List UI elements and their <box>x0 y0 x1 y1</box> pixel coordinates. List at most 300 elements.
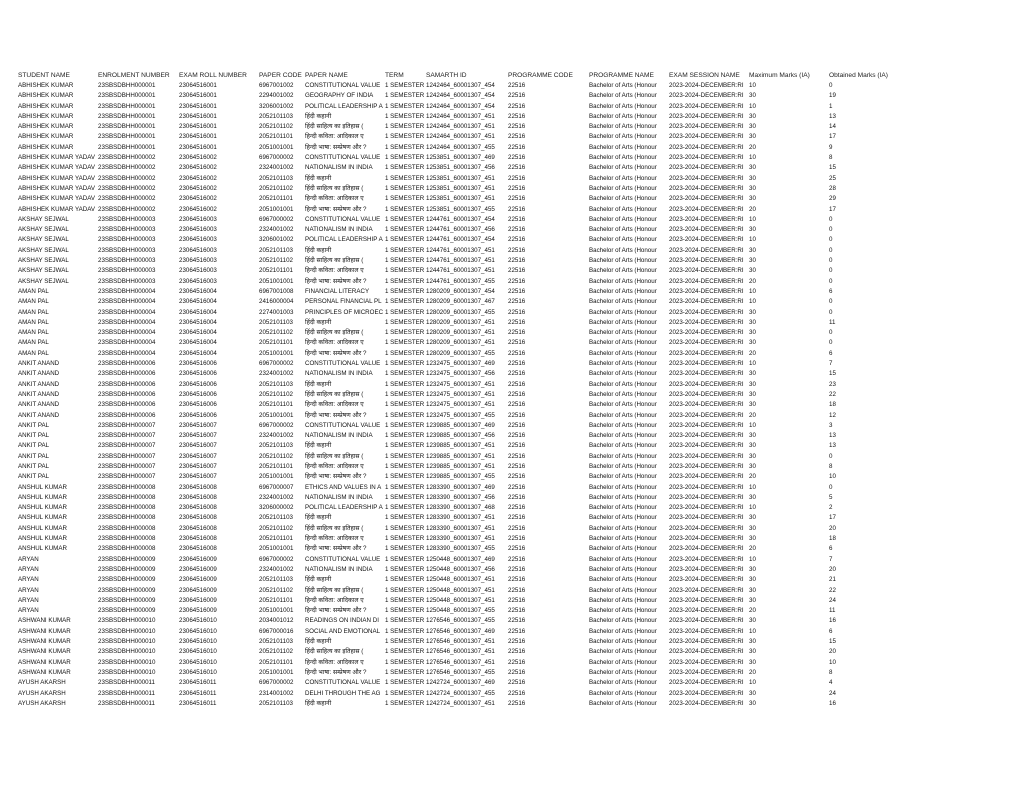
table-cell: 1232475_60001307_451 <box>426 401 495 409</box>
table-cell: 1232475_60001307_451 <box>426 390 495 398</box>
table-cell: 1 SEMESTER <box>385 360 425 368</box>
table-cell: हिन्दी भाषा: सम्प्रेषण और ? <box>305 277 367 285</box>
table-cell: हिंदी कहानी <box>305 246 332 254</box>
table-cell: 1 SEMESTER <box>385 298 425 306</box>
table-row <box>18 153 1008 163</box>
table-cell: 16 <box>829 617 836 625</box>
table-header-row <box>18 70 1008 81</box>
table-cell: 11 <box>829 607 836 615</box>
table-cell: 1 SEMESTER <box>385 318 425 326</box>
table-cell: 1253851_60001307_451 <box>426 195 495 203</box>
table-cell: 2023-2024-DECEMBER:RI <box>669 164 744 172</box>
table-cell: 2023-2024-DECEMBER:RI <box>669 565 744 573</box>
table-cell: 22516 <box>508 390 526 398</box>
table-cell: 1250448_60001307_451 <box>426 596 495 604</box>
table-cell: 23064516009 <box>179 596 217 604</box>
table-cell: 23064516009 <box>179 576 217 584</box>
table-cell: ABHISHEK KUMAR <box>18 112 74 120</box>
table-cell: 22516 <box>508 689 526 697</box>
table-cell: 23SBSDBHH000003 <box>98 277 156 285</box>
table-row <box>18 637 1008 647</box>
table-cell: 2023-2024-DECEMBER:RI <box>669 267 744 275</box>
table-cell: हिंदी साहित्य का इतिहास ( <box>305 184 364 192</box>
table-cell: 1242464_60001307_454 <box>426 102 495 110</box>
table-cell: 29 <box>829 195 836 203</box>
table-cell: 6 <box>829 349 833 357</box>
table-cell: 23SBSDBHH000001 <box>98 92 156 100</box>
table-row <box>18 235 1008 245</box>
table-row <box>18 575 1008 585</box>
table-cell: 1 SEMESTER <box>385 535 425 543</box>
table-cell: GEOGRAPHY OF INDIA <box>305 92 374 100</box>
table-cell: 23064516009 <box>179 555 217 563</box>
table-cell: 30 <box>749 308 756 316</box>
table-cell: 2023-2024-DECEMBER:RI <box>669 143 744 151</box>
table-cell: 0 <box>829 236 833 244</box>
table-cell: हिन्दी कविता: आदिकाल ए <box>305 401 364 409</box>
table-cell: 23064516004 <box>179 318 217 326</box>
table-cell: 23SBSDBHH000001 <box>98 123 156 131</box>
table-cell: 30 <box>749 658 756 666</box>
table-cell: हिंदी कहानी <box>305 576 332 584</box>
table-cell: NATIONALISM IN INDIA <box>305 432 373 440</box>
table-cell: 0 <box>829 257 833 265</box>
table-cell: 1232475_60001307_451 <box>426 380 495 388</box>
table-cell: 6967000007 <box>259 483 294 491</box>
table-cell: AKSHAY SEJWAL <box>18 277 69 285</box>
table-row <box>18 544 1008 554</box>
table-cell: 10 <box>749 504 756 512</box>
table-cell: 10 <box>829 473 836 481</box>
table-cell: हिंदी कहानी <box>305 318 332 326</box>
table-cell: Bachelor of Arts (Honour <box>589 92 657 100</box>
table-cell: ABHISHEK KUMAR <box>18 123 74 131</box>
table-cell: 2023-2024-DECEMBER:RI <box>669 360 744 368</box>
table-cell: 22516 <box>508 287 526 295</box>
table-cell: 30 <box>749 689 756 697</box>
table-row <box>18 524 1008 534</box>
table-cell: 1 SEMESTER <box>385 82 425 89</box>
table-cell: 20 <box>749 473 756 481</box>
table-cell: Bachelor of Arts (Honour <box>589 617 657 625</box>
table-cell: ABHISHEK KUMAR <box>18 92 74 100</box>
table-cell: 20 <box>749 205 756 213</box>
table-cell: 23SBSDBHH000008 <box>98 535 156 543</box>
table-row <box>18 421 1008 431</box>
table-cell: 1276546_60001307_469 <box>426 627 495 635</box>
table-cell: 2023-2024-DECEMBER:RI <box>669 627 744 635</box>
table-cell: 1239885_60001307_455 <box>426 473 495 481</box>
table-cell: 3206000002 <box>259 504 294 512</box>
table-cell: 23064516008 <box>179 483 217 491</box>
table-cell: 2052101101 <box>259 267 293 275</box>
table-cell: 6 <box>829 627 833 635</box>
table-cell: Bachelor of Arts (Honour <box>589 689 657 697</box>
table-cell: 22516 <box>508 236 526 244</box>
table-cell: 23SBSDBHH000008 <box>98 545 156 553</box>
table-cell: 22516 <box>508 576 526 584</box>
table-cell: 1 SEMESTER <box>385 287 425 295</box>
table-cell: 1253851_60001307_451 <box>426 184 495 192</box>
table-cell: 2023-2024-DECEMBER:RI <box>669 205 744 213</box>
table-cell: Bachelor of Arts (Honour <box>589 432 657 440</box>
table-cell: 23SBSDBHH000003 <box>98 257 156 265</box>
table-cell: 23SBSDBHH000002 <box>98 205 156 213</box>
table-cell: Bachelor of Arts (Honour <box>589 483 657 491</box>
table-cell: 22516 <box>508 318 526 326</box>
table-cell: 1283390_60001307_468 <box>426 504 495 512</box>
table-cell: 22516 <box>508 452 526 460</box>
table-cell: 2023-2024-DECEMBER:RI <box>669 102 744 110</box>
table-cell: 14 <box>829 123 836 131</box>
table-cell: 2023-2024-DECEMBER:RI <box>669 442 744 450</box>
table-cell: 23SBSDBHH000004 <box>98 298 156 306</box>
table-cell: 2023-2024-DECEMBER:RI <box>669 411 744 419</box>
table-cell: 2023-2024-DECEMBER:RI <box>669 390 744 398</box>
table-cell: 1242464_60001307_454 <box>426 82 495 89</box>
table-cell: Bachelor of Arts (Honour <box>589 370 657 378</box>
table-cell: ANKIT PAL <box>18 421 50 429</box>
table-cell: 1 SEMESTER <box>385 123 425 131</box>
table-cell: 30 <box>749 164 756 172</box>
table-cell: ANSHUL KUMAR <box>18 545 67 553</box>
table-cell: 23064516003 <box>179 267 217 275</box>
table-cell: 23064516004 <box>179 298 217 306</box>
table-cell: 30 <box>749 112 756 120</box>
table-cell: ANSHUL KUMAR <box>18 483 67 491</box>
table-cell: 2051001001 <box>259 277 294 285</box>
table-cell: हिन्दी कविता: आदिकाल ए <box>305 596 364 604</box>
table-cell: DELHI THROUGH THE AG <box>305 689 381 697</box>
table-cell: 20 <box>829 648 836 656</box>
table-cell: 1 SEMESTER <box>385 143 425 151</box>
table-cell: 28 <box>829 184 836 192</box>
table-cell: 22516 <box>508 184 526 192</box>
table-cell: ABHISHEK KUMAR YADAV <box>18 154 96 162</box>
table-cell: ANKIT PAL <box>18 442 50 450</box>
table-row <box>18 184 1008 194</box>
table-cell: 10 <box>749 555 756 563</box>
table-cell: 2023-2024-DECEMBER:RI <box>669 154 744 162</box>
table-row <box>18 163 1008 173</box>
table-cell: 20 <box>749 668 756 676</box>
table-row <box>18 215 1008 225</box>
table-cell: 2023-2024-DECEMBER:RI <box>669 638 744 646</box>
table-cell: 2052101103 <box>259 318 293 326</box>
table-cell: 2052101103 <box>259 380 293 388</box>
table-cell: Bachelor of Arts (Honour <box>589 473 657 481</box>
table-cell: ETHICS AND VALUES IN A <box>305 483 382 491</box>
table-cell: 2052101102 <box>259 329 293 337</box>
table-cell: 30 <box>749 401 756 409</box>
table-cell: हिन्दी भाषा: सम्प्रेषण और ? <box>305 545 367 553</box>
table-cell: 23064516007 <box>179 473 217 481</box>
table-row <box>18 359 1008 369</box>
table-cell: Bachelor of Arts (Honour <box>589 607 657 615</box>
table-cell: 1 SEMESTER <box>385 504 425 512</box>
table-cell: 23064516009 <box>179 586 217 594</box>
table-cell: 1253851_60001307_451 <box>426 174 495 182</box>
table-row <box>18 513 1008 523</box>
table-cell: 1 SEMESTER <box>385 339 425 347</box>
table-cell: Bachelor of Arts (Honour <box>589 226 657 234</box>
table-cell: 30 <box>749 462 756 470</box>
table-cell: 2051001001 <box>259 607 294 615</box>
table-cell: 19 <box>829 92 836 100</box>
table-cell: 30 <box>749 576 756 584</box>
table-cell: हिन्दी कविता: आदिकाल ए <box>305 195 364 203</box>
table-cell: Bachelor of Arts (Honour <box>589 555 657 563</box>
table-cell: हिंदी साहित्य का इतिहास ( <box>305 257 364 265</box>
table-row <box>18 647 1008 657</box>
table-cell: Bachelor of Arts (Honour <box>589 545 657 553</box>
table-cell: ANSHUL KUMAR <box>18 524 67 532</box>
table-cell: ANSHUL KUMAR <box>18 504 67 512</box>
table-cell: 30 <box>749 452 756 460</box>
table-cell: 2023-2024-DECEMBER:RI <box>669 287 744 295</box>
table-cell: 2023-2024-DECEMBER:RI <box>669 236 744 244</box>
table-cell: Bachelor of Arts (Honour <box>589 596 657 604</box>
table-cell: 6967000002 <box>259 154 294 162</box>
table-cell: 22516 <box>508 164 526 172</box>
table-cell: Bachelor of Arts (Honour <box>589 215 657 223</box>
table-cell: 1 SEMESTER <box>385 617 425 625</box>
table-cell: 2023-2024-DECEMBER:RI <box>669 380 744 388</box>
table-row <box>18 627 1008 637</box>
table-cell: 2051001001 <box>259 545 294 553</box>
table-cell: ANSHUL KUMAR <box>18 493 67 501</box>
table-cell: 1276546_60001307_451 <box>426 638 495 646</box>
table-cell: 2052101102 <box>259 524 293 532</box>
table-cell: 6967000016 <box>259 627 294 635</box>
table-cell: 1 SEMESTER <box>385 648 425 656</box>
table-cell: 2023-2024-DECEMBER:RI <box>669 483 744 491</box>
table-cell: 30 <box>749 123 756 131</box>
table-cell: Bachelor of Arts (Honour <box>589 287 657 295</box>
table-cell: 1 SEMESTER <box>385 493 425 501</box>
table-cell: 30 <box>749 174 756 182</box>
table-cell: 2052101102 <box>259 390 293 398</box>
table-cell: 22516 <box>508 483 526 491</box>
table-cell: ANSHUL KUMAR <box>18 514 67 522</box>
table-cell: 23SBSDBHH000004 <box>98 349 156 357</box>
table-row <box>18 225 1008 235</box>
table-cell: हिंदी साहित्य का इतिहास ( <box>305 123 364 131</box>
table-cell: 22516 <box>508 442 526 450</box>
table-cell: 23SBSDBHH000007 <box>98 421 156 429</box>
table-cell: हिंदी कहानी <box>305 514 332 522</box>
table-cell: Bachelor of Arts (Honour <box>589 421 657 429</box>
table-cell: 4 <box>829 679 833 687</box>
table-cell: 24 <box>829 689 836 697</box>
table-cell: 2052101101 <box>259 658 293 666</box>
table-cell: 23064516007 <box>179 421 217 429</box>
table-cell: 10 <box>749 360 756 368</box>
table-row <box>18 390 1008 400</box>
table-cell: 2023-2024-DECEMBER:RI <box>669 339 744 347</box>
table-cell: 3206001002 <box>259 236 294 244</box>
table-cell: NATIONALISM IN INDIA <box>305 493 373 501</box>
table-row <box>18 503 1008 513</box>
table-cell: 23064516003 <box>179 277 217 285</box>
table-cell: 30 <box>749 246 756 254</box>
table-cell: 22516 <box>508 514 526 522</box>
table-cell: हिन्दी कविता: आदिकाल ए <box>305 339 364 347</box>
table-cell: 23SBSDBHH000003 <box>98 246 156 254</box>
table-cell: 1 SEMESTER <box>385 215 425 223</box>
table-row <box>18 678 1008 688</box>
table-cell: FINANCIAL LITERACY <box>305 287 370 295</box>
table-cell: AKSHAY SEJWAL <box>18 226 69 234</box>
table-row <box>18 277 1008 287</box>
table-cell: CONSTITUTIONAL VALUE <box>305 360 381 368</box>
table-cell: 15 <box>829 164 836 172</box>
table-cell: 2023-2024-DECEMBER:RI <box>669 226 744 234</box>
table-cell: Bachelor of Arts (Honour <box>589 576 657 584</box>
table-cell: 1 SEMESTER <box>385 473 425 481</box>
table-cell: Bachelor of Arts (Honour <box>589 390 657 398</box>
table-cell: 1276546_60001307_451 <box>426 658 495 666</box>
table-cell: AKSHAY SEJWAL <box>18 236 69 244</box>
table-cell: 10 <box>749 102 756 110</box>
table-cell: 2023-2024-DECEMBER:RI <box>669 421 744 429</box>
table-cell: 9 <box>829 143 833 151</box>
table-cell: 30 <box>749 184 756 192</box>
table-cell: 23064516004 <box>179 339 217 347</box>
table-cell: CONSTITUTIONAL VALUE <box>305 555 381 563</box>
table-cell: 2023-2024-DECEMBER:RI <box>669 329 744 337</box>
table-cell: 23SBSDBHH000008 <box>98 524 156 532</box>
table-cell: 22516 <box>508 143 526 151</box>
table-cell: 1242724_60001307_455 <box>426 689 495 697</box>
table-cell: 17 <box>829 133 836 141</box>
table-cell: 1280209_60001307_455 <box>426 308 495 316</box>
table-cell: ARYAN <box>18 586 39 594</box>
table-cell: AKSHAY SEJWAL <box>18 267 69 275</box>
table-cell: 22516 <box>508 174 526 182</box>
table-cell: 22516 <box>508 226 526 234</box>
table-cell: 1 SEMESTER <box>385 246 425 254</box>
table-cell: 1 SEMESTER <box>385 92 425 100</box>
table-cell: Bachelor of Arts (Honour <box>589 638 657 646</box>
table-cell: हिन्दी भाषा: सम्प्रेषण और ? <box>305 411 367 419</box>
table-cell: 6967001008 <box>259 287 294 295</box>
table-cell: 1242464_60001307_451 <box>426 133 495 141</box>
table-cell: 23SBSDBHH000010 <box>98 617 156 625</box>
table-cell: AMAN PAL <box>18 339 49 347</box>
table-row <box>18 102 1008 112</box>
table-cell: 2023-2024-DECEMBER:RI <box>669 586 744 594</box>
table-row <box>18 400 1008 410</box>
table-cell: 23SBSDBHH000001 <box>98 112 156 120</box>
table-cell: Bachelor of Arts (Honour <box>589 411 657 419</box>
table-cell: 23SBSDBHH000007 <box>98 442 156 450</box>
table-cell: 5 <box>829 493 833 501</box>
table-cell: 0 <box>829 267 833 275</box>
table-cell: 2051001001 <box>259 668 294 676</box>
column-header: STUDENT NAME <box>18 72 70 79</box>
table-cell: 1244761_60001307_451 <box>426 246 495 254</box>
table-row <box>18 143 1008 153</box>
table-cell: 2023-2024-DECEMBER:RI <box>669 545 744 553</box>
table-cell: 1 SEMESTER <box>385 668 425 676</box>
table-cell: 20 <box>749 143 756 151</box>
table-cell: 2023-2024-DECEMBER:RI <box>669 401 744 409</box>
table-cell: 2023-2024-DECEMBER:RI <box>669 668 744 676</box>
table-cell: AKSHAY SEJWAL <box>18 246 69 254</box>
table-cell: ANKIT ANAND <box>18 360 60 368</box>
table-cell: 30 <box>749 432 756 440</box>
table-cell: 2023-2024-DECEMBER:RI <box>669 82 744 89</box>
table-cell: 1 SEMESTER <box>385 545 425 553</box>
table-cell: हिंदी कहानी <box>305 174 332 182</box>
table-cell: 1250448_60001307_469 <box>426 555 495 563</box>
table-cell: 23064516003 <box>179 246 217 254</box>
table-cell: 22516 <box>508 638 526 646</box>
table-cell: 7 <box>829 360 833 368</box>
table-cell: ABHISHEK KUMAR YADAV <box>18 184 96 192</box>
table-cell: ANKIT PAL <box>18 473 50 481</box>
table-cell: 30 <box>749 380 756 388</box>
table-cell: 30 <box>749 524 756 532</box>
table-cell: Bachelor of Arts (Honour <box>589 535 657 543</box>
table-cell: 0 <box>829 82 833 89</box>
table-cell: 23064516011 <box>179 689 217 697</box>
table-cell: 23SBSDBHH000010 <box>98 627 156 635</box>
table-cell: 2023-2024-DECEMBER:RI <box>669 133 744 141</box>
table-cell: 1 <box>829 102 833 110</box>
table-cell: 1232475_60001307_455 <box>426 411 495 419</box>
table-cell: 22516 <box>508 277 526 285</box>
table-cell: 23064516004 <box>179 349 217 357</box>
table-cell: 23064516010 <box>179 638 217 646</box>
table-cell: 1253851_60001307_455 <box>426 205 495 213</box>
table-cell: 1 SEMESTER <box>385 452 425 460</box>
table-cell: 30 <box>749 133 756 141</box>
table-row <box>18 122 1008 132</box>
table-row <box>18 699 1008 709</box>
table-cell: ASHWANI KUMAR <box>18 627 71 635</box>
table-cell: 2052101103 <box>259 246 293 254</box>
table-row <box>18 246 1008 256</box>
table-cell: 1 SEMESTER <box>385 133 425 141</box>
table-cell: 10 <box>749 236 756 244</box>
table-cell: ASHWANI KUMAR <box>18 648 71 656</box>
table-row <box>18 668 1008 678</box>
table-cell: SOCIAL AND EMOTIONAL <box>305 627 381 635</box>
table-cell: 6967000002 <box>259 679 294 687</box>
table-cell: ANKIT ANAND <box>18 390 60 398</box>
table-cell: 1244761_60001307_451 <box>426 267 495 275</box>
table-cell: ASHWANI KUMAR <box>18 638 71 646</box>
table-cell: हिन्दी भाषा: सम्प्रेषण और ? <box>305 668 367 676</box>
table-cell: 2416000004 <box>259 298 294 306</box>
table-cell: 2023-2024-DECEMBER:RI <box>669 257 744 265</box>
table-row <box>18 256 1008 266</box>
table-cell: हिन्दी भाषा: सम्प्रेषण और ? <box>305 349 367 357</box>
table-cell: 22516 <box>508 298 526 306</box>
table-cell: 22516 <box>508 133 526 141</box>
table-cell: 23064516008 <box>179 545 217 553</box>
table-cell: 22516 <box>508 257 526 265</box>
table-cell: 1 SEMESTER <box>385 380 425 388</box>
table-cell: 23SBSDBHH000004 <box>98 287 156 295</box>
table-cell: हिंदी कहानी <box>305 380 332 388</box>
table-cell: 22516 <box>508 545 526 553</box>
table-cell: 25 <box>829 174 836 182</box>
table-cell: 8 <box>829 462 833 470</box>
table-cell: 10 <box>749 298 756 306</box>
